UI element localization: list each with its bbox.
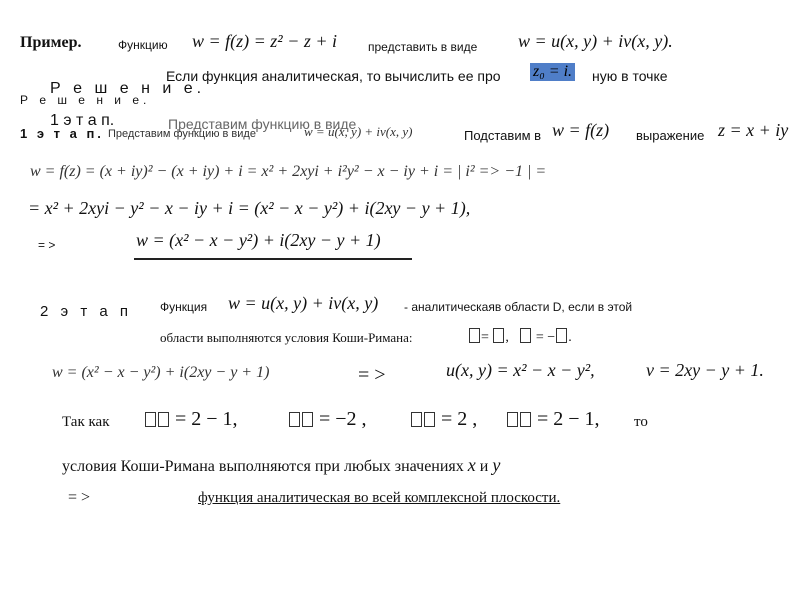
stage2-formula: w = u(x, y) + iv(x, y) bbox=[228, 293, 379, 313]
cauchy-riemann-conditions: = , = − . bbox=[468, 328, 572, 346]
formula-uv: w = u(x, y) + iv(x, y). bbox=[518, 31, 673, 51]
stage1-text: Представим функцию в виде bbox=[108, 128, 256, 140]
substitute-word: Подставим в bbox=[464, 128, 542, 143]
solution-heading-overlay: Р е ш е н и е. bbox=[50, 80, 206, 97]
stage1-overlay-text: Представим функцию в виде bbox=[168, 116, 357, 132]
derivation-line-1: w = f(z) = (x + iy)² − (x + iy) + i = x² + 2xyi + i²y² − x − iy + i = | i² => −1 | = bbox=[30, 163, 547, 180]
stage2-label: 2 э т а п bbox=[40, 303, 133, 320]
z0-highlight: z₀ = i. bbox=[530, 63, 575, 81]
formula-w: w = f(z) = z² − z + i bbox=[192, 31, 337, 51]
since-word: Так как bbox=[62, 414, 110, 430]
task-line-a: Если функция аналитическая, то вычислить ее про bbox=[166, 68, 501, 84]
stage2-text-1: - аналитическаяв области D, если в этой bbox=[404, 300, 633, 314]
stage2-func-word: Функция bbox=[160, 300, 208, 314]
u-formula: u(x, y) = x² − x − y², bbox=[446, 360, 595, 380]
derivative-2: = −2 , bbox=[288, 408, 367, 431]
subst-formula: w = f(z) bbox=[552, 120, 610, 140]
v-formula: v = 2xy − y + 1. bbox=[646, 360, 764, 380]
derivation-arrow: = > bbox=[38, 238, 56, 252]
z-formula: z = x + iy bbox=[718, 120, 789, 140]
stage2-arrow: = > bbox=[358, 364, 386, 386]
result-underline bbox=[134, 258, 412, 260]
derivation-result: w = (x² − x − y²) + i(2xy − y + 1) bbox=[136, 230, 381, 250]
expression-word: выражение bbox=[636, 128, 705, 143]
then-word: то bbox=[634, 414, 648, 430]
stage1-formula: w = u(x, y) + iv(x, y) bbox=[304, 124, 413, 139]
stage2-lhs: w = (x² − x − y²) + i(2xy − y + 1) bbox=[52, 364, 270, 381]
conditions-text: условия Коши-Римана выполняются при любых значениях x и y bbox=[62, 455, 501, 475]
stage1-label: 1 э т а п. bbox=[20, 126, 104, 141]
derivative-1: = 2 − 1, bbox=[144, 408, 238, 431]
final-statement: функция аналитическая во всей комплексной плоскости. bbox=[198, 490, 561, 506]
solution-heading: Р е ш е н и е. bbox=[20, 93, 151, 107]
conclusion-arrow: = > bbox=[68, 489, 91, 506]
derivation-line-2: = x² + 2xyi − y² − x − iy + i = (x² − x − y²) + i(2xy − y + 1), bbox=[28, 198, 471, 218]
represent-as: представить в виде bbox=[368, 40, 478, 54]
task-line-b: ную в точке bbox=[592, 68, 668, 84]
function-word: Функцию bbox=[118, 38, 168, 52]
derivative-3: = 2 , bbox=[410, 408, 477, 431]
stage1-overlay-label: 1 э т а п. bbox=[50, 112, 115, 129]
derivative-4: = 2 − 1, bbox=[506, 408, 600, 431]
example-label: Пример. bbox=[20, 34, 82, 51]
stage2-text-2: области выполняются условия Коши-Римана: bbox=[160, 330, 413, 345]
